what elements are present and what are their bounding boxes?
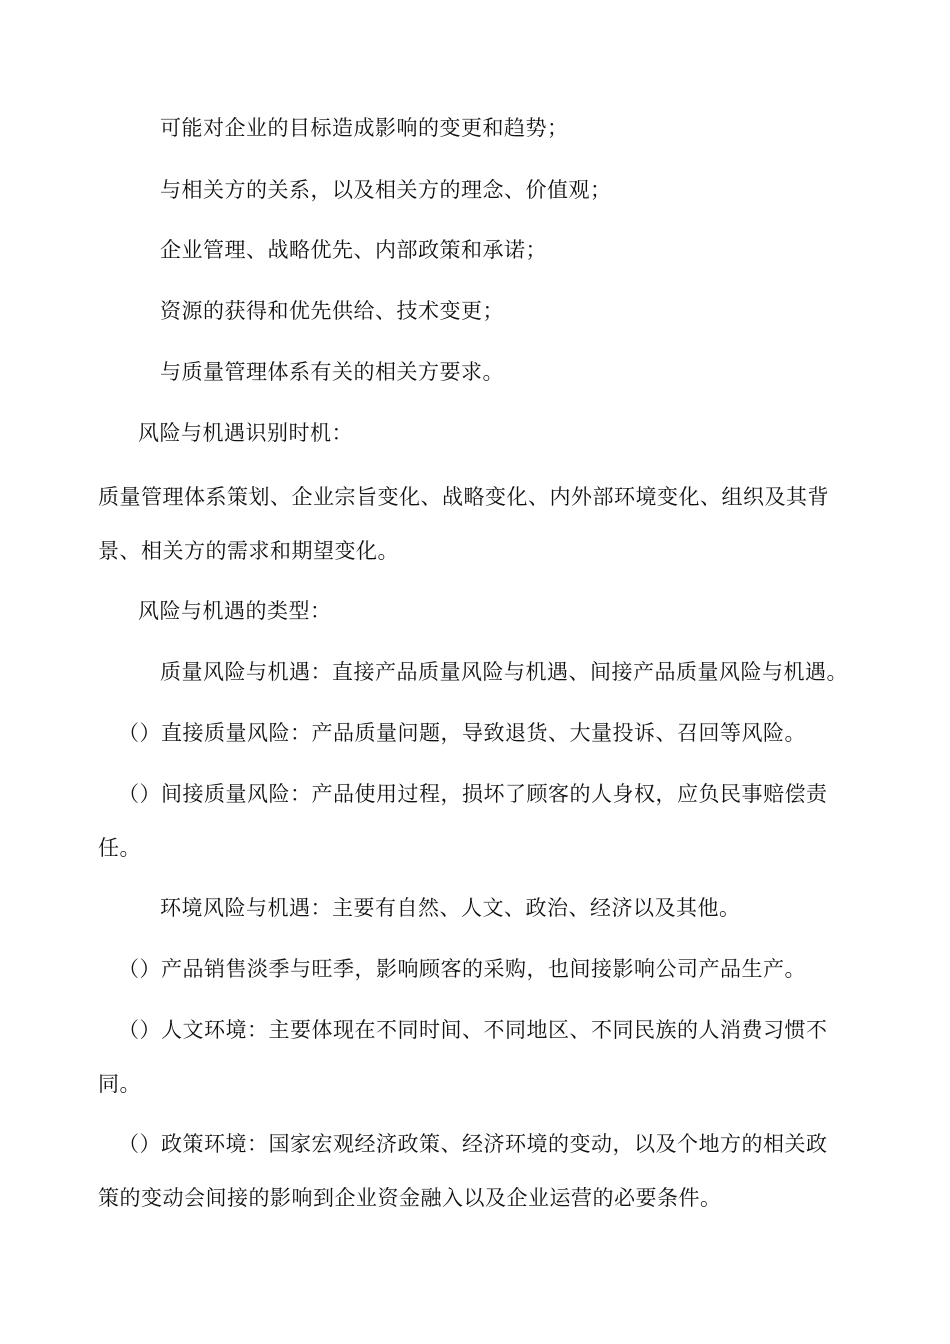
list-item-continuation: 同。 (98, 1072, 141, 1096)
paragraph-line: 与质量管理体系有关的相关方要求。 (160, 360, 504, 384)
list-item-continuation: 任。 (98, 836, 141, 860)
list-item: （）间接质量风险：产品使用过程，损坏了顾客的人身权，应负民事赔偿责 (118, 782, 828, 806)
paragraph-line: 可能对企业的目标造成影响的变更和趋势； (160, 116, 569, 140)
paragraph-line: 质量风险与机遇：直接产品质量风险与机遇、间接产品质量风险与机遇。 (160, 660, 848, 684)
paragraph-line: 景、相关方的需求和期望变化。 (98, 539, 399, 563)
paragraph-line: 企业管理、战略优先、内部政策和承诺； (160, 238, 547, 262)
paragraph-line: 与相关方的关系，以及相关方的理念、价值观； (160, 178, 612, 202)
paragraph-line: 环境风险与机遇：主要有自然、人文、政治、经济以及其他。 (160, 896, 741, 920)
list-item: （）产品销售淡季与旺季，影响顾客的采购，也间接影响公司产品生产。 (118, 957, 806, 981)
section-heading: 风险与机遇的类型： (138, 599, 332, 623)
list-item-continuation: 策的变动会间接的影响到企业资金融入以及企业运营的必要条件。 (98, 1186, 722, 1210)
paragraph-line: 资源的获得和优先供给、技术变更； (160, 299, 504, 323)
list-item: （）政策环境：国家宏观经济政策、经济环境的变动，以及个地方的相关政 (118, 1132, 828, 1156)
paragraph-line: 质量管理体系策划、企业宗旨变化、战略变化、内外部环境变化、组织及其背 (98, 485, 829, 509)
section-heading: 风险与机遇识别时机： (138, 421, 353, 445)
list-item: （）直接质量风险：产品质量问题，导致退货、大量投诉、召回等风险。 (118, 721, 806, 745)
list-item: （）人文环境：主要体现在不同时间、不同地区、不同民族的人消费习惯不 (118, 1018, 828, 1042)
